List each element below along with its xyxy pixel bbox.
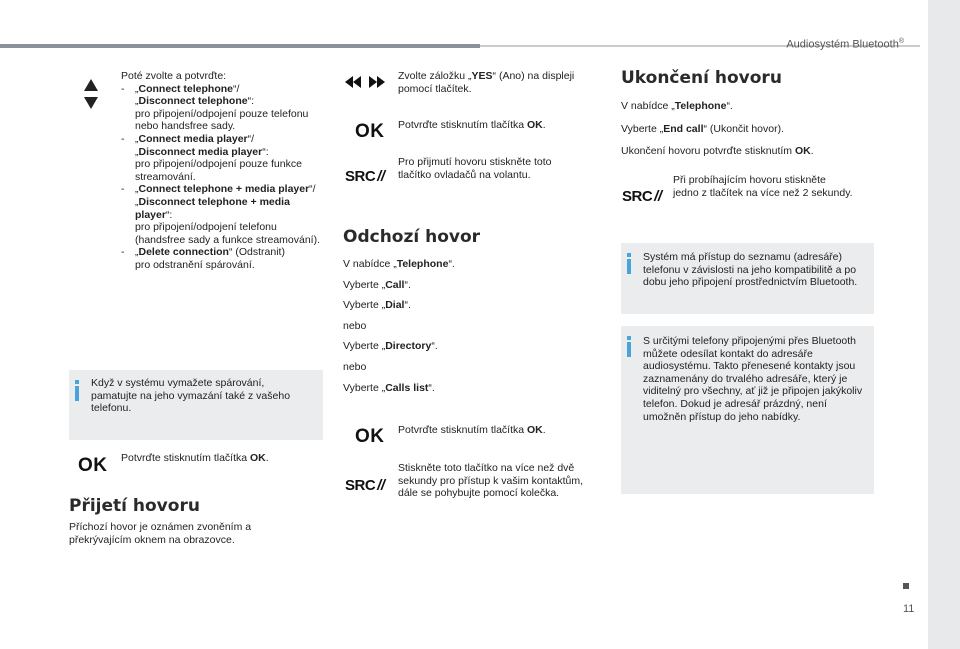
step-line: V nabídce „Telephone“. <box>621 100 733 112</box>
end-call-hold-text: Při probíhajícím hovoru stiskněte jedno z tlačítek na více než 2 sekundy. <box>673 174 853 199</box>
step-line: Vyberte „End call“ (Ukončit hovor). <box>621 122 785 135</box>
header-rule <box>0 44 480 48</box>
page-number: 11 <box>903 603 915 615</box>
answer-call-text: Pro přijmutí hovoru stiskněte toto tlačítko ovladačů na volantu. <box>398 156 552 181</box>
contacts-access-text: Stiskněte toto tlačítko na více než dvě sekundy pro přístup k vašim kontaktům, dále se pohybujte pomocí kolečka. <box>398 462 583 500</box>
step-line: Vyberte „Dial“. <box>343 299 411 312</box>
step-line: Vyberte „Call“. <box>343 278 411 291</box>
list-item: - „Connect media player“/ „Disconnect media player“: pro připojení/odpojení pouze funkce streamování. <box>121 132 302 183</box>
page-marker-icon <box>903 583 909 589</box>
info-box-unpair <box>69 370 323 440</box>
incoming-text: Příchozí hovor je oznámen zvoněním a překrývajícím oknem na obrazovce. <box>69 521 252 546</box>
intro-text: Poté zvolte a potvrďte: <box>121 70 227 82</box>
list-item: - „Connect telephone“/ „Disconnect telephone“: pro připojení/odpojení pouze telefonu nebo handsfree sady. <box>121 82 309 133</box>
arrow-down-icon <box>84 97 98 109</box>
section-title-outgoing: Odchozí hovor <box>343 227 481 247</box>
outgoing-steps <box>343 258 573 394</box>
section-title-end-call: Ukončení hovoru <box>621 68 782 88</box>
ok-button-icon: OK <box>355 121 385 142</box>
src-button-icon: SRC // <box>622 188 662 205</box>
step-line: Ukončení hovoru potvrďte stisknutím OK. <box>621 145 814 158</box>
info-box-contacts <box>621 326 874 494</box>
ok-confirm-text: Potvrďte stisknutím tlačítka OK. <box>121 452 269 464</box>
step-line: V nabídce „Telephone“. <box>343 258 455 270</box>
step-line: nebo <box>343 360 367 373</box>
info-icon <box>627 336 631 357</box>
ok-confirm-text: Potvrďte stisknutím tlačítka OK. <box>398 424 546 436</box>
info-box-directory <box>621 243 874 314</box>
info-icon <box>75 380 79 401</box>
list-item: - „Connect telephone + media player“/„Disconnect telephone + media player“: pro připojení/odpojení telefonu (handsfree sady a funkce streamování). <box>121 183 321 246</box>
src-button-icon: SRC // <box>345 168 385 185</box>
info-text: Systém má přístup do seznamu (adresáře) telefonu v závislosti na jeho kompatibilitě a po dobu jeho připojení prostřednictvím Bluetooth. <box>643 251 858 289</box>
ok-button-icon: OK <box>355 426 385 447</box>
info-icon <box>627 253 631 274</box>
info-text: Když v systému vymažete spárování, pamatujte na jeho vymazání také z vašeho telefonu. <box>91 377 291 415</box>
info-text: S určitými telefony připojenými přes Bluetooth můžete odesílat kontakt do adresáře audiosystému. Takto přenesené kontakty jsou zaznamenány do trvalého adresáře, který je viditelný pro všechny, ať již je připojen jakýkoliv telefon. Dokud je adresář prázdný, není umožněn přístup do jeho nabídky. <box>643 335 863 423</box>
arrow-up-icon <box>84 79 98 91</box>
step-line: Vyberte „Calls list“. <box>343 381 435 394</box>
step-line: nebo <box>343 319 367 332</box>
ok-button-icon: OK <box>78 455 108 476</box>
section-title-incoming: Přijetí hovoru <box>69 496 200 516</box>
list-item: - „Delete connection“ (Odstranit) pro odstranění spárování. <box>121 246 285 271</box>
side-margin-bar <box>928 0 960 649</box>
page-header-title: Audiosystém Bluetooth® <box>786 38 904 51</box>
step-line: Vyberte „Directory“. <box>343 340 438 353</box>
connection-options <box>121 70 321 272</box>
ok-confirm-text: Potvrďte stisknutím tlačítka OK. <box>398 119 546 131</box>
src-button-icon: SRC // <box>345 477 385 494</box>
select-yes-text: Zvolte záložku „YES“ (Ano) na displeji pomocí tlačítek. <box>398 70 575 95</box>
end-call-steps <box>621 100 871 158</box>
arrows-left-right-icon <box>343 74 387 90</box>
